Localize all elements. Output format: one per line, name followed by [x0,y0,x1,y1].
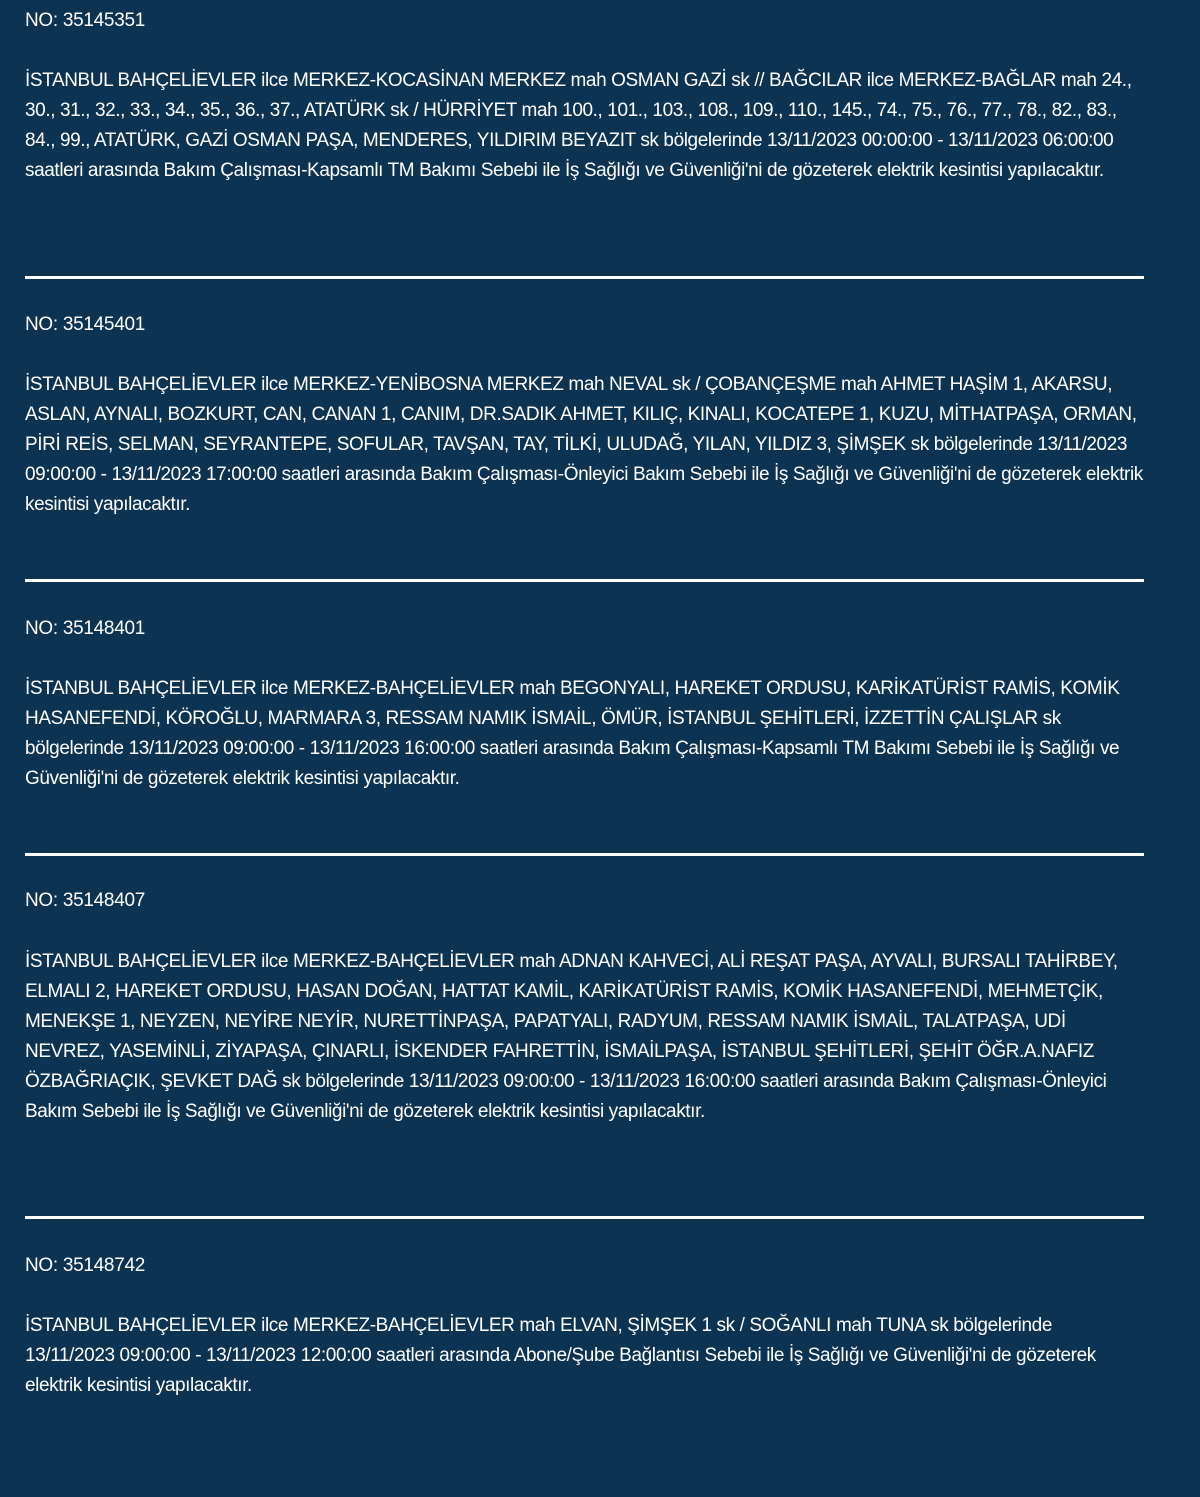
notice-text: İSTANBUL BAHÇELİEVLER ilce MERKEZ-BAHÇELİEVLER mah ADNAN KAHVECİ, ALİ REŞAT PAŞA, AYVALI, BURSALI TAHİRBEY, ELMALI 2, HAREKET ORDUSU, HASAN DOĞAN, HATTAT KAMİL, KARİKATÜRİST RAMİS, KOMİK HASANEFENDİ, MEHMETÇİK, MENEKŞE 1, NEYZEN, NEYİRE NEYİR, NURETTİNPAŞA, PAPATYALI, RADYUM, RESSAM NAMIK İSMAİL, TALATPAŞA, UDİ NEVREZ, YASEMİNLİ, ZİYAPAŞA, ÇINARLI, İSKENDER FAHRETTİN, İSMAİLPAŞA, İSTANBUL ŞEHİTLERİ, ŞEHİT ÖĞR.A.NAFIZ ÖZBAĞRIAÇIK, ŞEVKET DAĞ sk bölgelerinde 13/11/2023 09:00:00 - 13/11/2023 16:00:00 saatleri arasında Bakım Çalışması-Önleyici Bakım Sebebi ile İş Sağlığı ve Güvenliği'ni de gözeterek elektrik kesintisi yapılacaktır. [25,951,1118,1122]
notice-divider [25,579,1144,582]
outage-notice [25,1254,1145,1396]
notice-text: İSTANBUL BAHÇELİEVLER ilce MERKEZ-YENİBOSNA MERKEZ mah NEVAL sk / ÇOBANÇEŞME mah AHMET HAŞİM 1, AKARSU, ASLAN, AYNALI, BOZKURT, CAN, CANAN 1, CANIM, DR.SADIK AHMET, KILIÇ, KINALI, KOCATEPE 1, KUZU, MİTHATPAŞA, ORMAN, PİRİ REİS, SELMAN, SEYRANTEPE, SOFULAR, TAVŞAN, TAY, TİLKİ, ULUDAĞ, YILAN, YILDIZ 3, ŞİMŞEK sk bölgelerinde 13/11/2023 09:00:00 - 13/11/2023 17:00:00 saatleri arasında Bakım Çalışması-Önleyici Bakım Sebebi ile İş Sağlığı ve Güvenliği'ni de gözeterek elektrik kesintisi yapılacaktır. [25,374,1143,515]
notice-number: NO: 35148742 [25,1255,145,1276]
notice-divider [25,276,1144,279]
notice-text: İSTANBUL BAHÇELİEVLER ilce MERKEZ-BAHÇELİEVLER mah ELVAN, ŞİMŞEK 1 sk / SOĞANLI mah TUNA sk bölgelerinde 13/11/2023 09:00:00 - 13/11/2023 12:00:00 saatleri arasında Abone/Şube Bağlantısı Sebebi ile İş Sağlığı ve Güvenliği'ni de gözeterek elektrik kesintisi yapılacaktır. [25,1315,1096,1396]
notice-text: İSTANBUL BAHÇELİEVLER ilce MERKEZ-KOCASİNAN MERKEZ mah OSMAN GAZİ sk // BAĞCILAR ilce MERKEZ-BAĞLAR mah 24., 30., 31., 32., 33., 34., 35., 36., 37., ATATÜRK sk / HÜRRİYET mah 100., 101., 103., 108., 109., 110., 145., 74., 75., 76., 77., 78., 82., 83., 84., 99., ATATÜRK, GAZİ OSMAN PAŞA, MENDERES, YILDIRIM BEYAZIT sk bölgelerinde 13/11/2023 00:00:00 - 13/11/2023 06:00:00 saatleri arasında Bakım Çalışması-Kapsamlı TM Bakımı Sebebi ile İş Sağlığı ve Güvenliği'ni de gözeterek elektrik kesintisi yapılacaktır. [25,70,1132,181]
notice-text: İSTANBUL BAHÇELİEVLER ilce MERKEZ-BAHÇELİEVLER mah BEGONYALI, HAREKET ORDUSU, KARİKATÜRİST RAMİS, KOMİK HASANEFENDİ, KÖROĞLU, MARMARA 3, RESSAM NAMIK İSMAİL, ÖMÜR, İSTANBUL ŞEHİTLERİ, İZZETTİN ÇALIŞLAR sk bölgelerinde 13/11/2023 09:00:00 - 13/11/2023 16:00:00 saatleri arasında Bakım Çalışması-Kapsamlı TM Bakımı Sebebi ile İş Sağlığı ve Güvenliği'ni de gözeterek elektrik kesintisi yapılacaktır. [25,678,1120,789]
notice-divider [25,1216,1144,1219]
notice-divider [25,853,1144,856]
notice-number: NO: 35145351 [25,10,145,31]
notice-number: NO: 35148401 [25,618,145,639]
outage-notice [25,889,1145,1122]
notice-number: NO: 35145401 [25,314,145,335]
notice-number: NO: 35148407 [25,890,145,911]
outage-notice [25,313,1145,515]
outage-notice [25,617,1145,789]
outage-notice [25,9,1145,181]
